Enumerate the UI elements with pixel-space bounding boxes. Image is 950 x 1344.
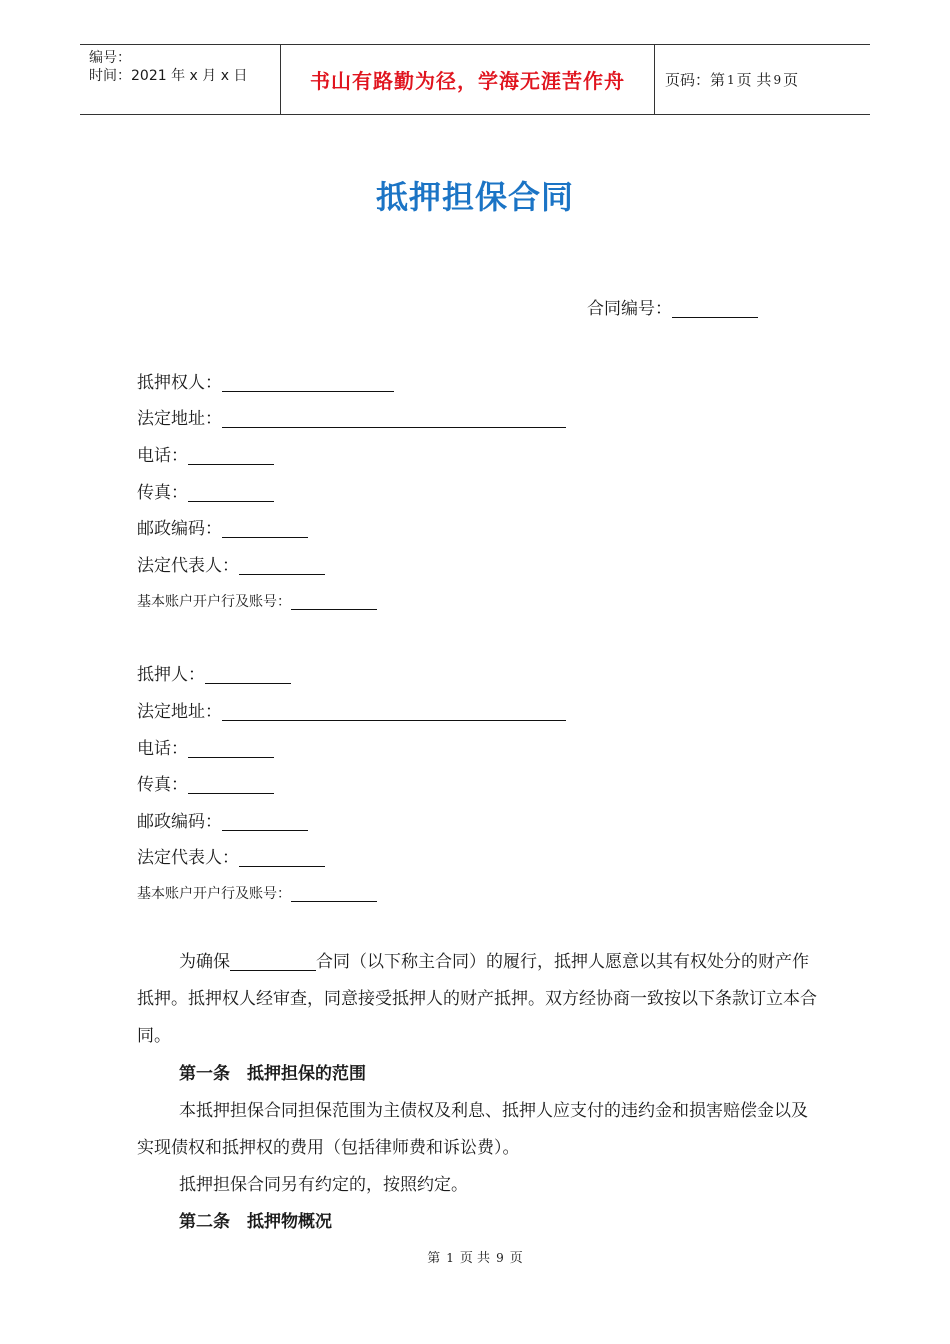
footer-current: 1: [446, 1251, 454, 1265]
intro-paragraph: [137, 944, 817, 1055]
mortgagee-bank-label: 基本账户开户行及账号：: [137, 594, 291, 610]
mortgagee-name-row: [137, 368, 394, 393]
mortgagor-bank-label: 基本账户开户行及账号：: [137, 886, 291, 902]
mortgagor-fax-label: 传真：: [137, 775, 188, 795]
mortgagor-fax-row: [137, 770, 274, 795]
mortgagee-fax-blank[interactable]: [188, 483, 274, 502]
contract-number-row: [587, 294, 758, 319]
header-meta: [80, 45, 281, 114]
mortgagor-rep-blank[interactable]: [239, 848, 325, 867]
mortgagor-address-blank[interactable]: [222, 702, 566, 721]
mortgagee-rep-label: 法定代表人：: [137, 556, 239, 576]
mortgagee-name-blank[interactable]: [222, 373, 394, 392]
mortgagor-rep-label: 法定代表人：: [137, 848, 239, 868]
mortgagor-name-blank[interactable]: [205, 665, 291, 684]
article1-para2: 抵押担保合同另有约定的，按照约定。: [179, 1175, 468, 1195]
mortgagee-address-label: 法定地址：: [137, 409, 222, 429]
page-mid: 页 共: [736, 71, 772, 89]
mortgagee-phone-row: [137, 441, 274, 466]
mortgagor-address-label: 法定地址：: [137, 702, 222, 722]
mortgagor-phone-row: [137, 734, 274, 759]
intro-part2: 合同（以下称主合同）的履行，抵押人愿意以其有权处分的财产作抵押。抵押权人经审查，同意接受抵押人的财产抵押。双方经协商一致按以下条款订立本合同。: [137, 952, 817, 1046]
serial-label: 编号：: [89, 50, 131, 66]
page-prefix: 页码：第: [665, 71, 726, 89]
mortgagee-address-row: [137, 404, 566, 429]
mortgagor-bank-blank[interactable]: [291, 883, 377, 902]
page-total: 9: [773, 72, 782, 87]
mortgagee-rep-blank[interactable]: [239, 556, 325, 575]
mortgagee-postcode-row: [137, 514, 308, 539]
mortgagee-phone-blank[interactable]: [188, 446, 274, 465]
mortgagee-fax-label: 传真：: [137, 483, 188, 503]
footer-prefix: 第: [427, 1251, 441, 1266]
mortgagee-phone-label: 电话：: [137, 446, 188, 466]
mortgagor-phone-label: 电话：: [137, 739, 188, 759]
footer-total: 9: [496, 1251, 504, 1265]
mortgagee-bank-blank[interactable]: [291, 591, 377, 610]
mortgagor-phone-blank[interactable]: [188, 739, 274, 758]
footer-suffix: 页: [509, 1251, 523, 1266]
contract-number-blank[interactable]: [672, 299, 758, 318]
mortgagor-address-row: [137, 697, 566, 722]
mortgagor-rep-row: [137, 843, 325, 868]
page-footer: [0, 1247, 950, 1266]
footer-mid: 页 共: [459, 1251, 491, 1266]
page-current: 1: [727, 72, 735, 87]
page-suffix: 页: [783, 71, 799, 89]
time-label: 时间：2021 年 x 月 x 日: [89, 68, 248, 84]
contract-number-label: 合同编号：: [587, 299, 672, 319]
mortgagee-address-blank[interactable]: [222, 409, 566, 428]
article1-para1: 本抵押担保合同担保范围为主债权及利息、抵押人应支付的违约金和损害赔偿金以及实现债权和抵押权的费用（包括律师费和诉讼费）。: [137, 1101, 808, 1158]
mortgagor-name-label: 抵押人：: [137, 665, 205, 685]
mortgagor-postcode-label: 邮政编码：: [137, 812, 222, 832]
article2-heading: 第二条 抵押物概况: [179, 1212, 332, 1232]
page-header: [80, 44, 870, 115]
mortgagor-postcode-blank[interactable]: [222, 812, 308, 831]
mortgagor-bank-row: [137, 883, 377, 903]
mortgagee-postcode-label: 邮政编码：: [137, 519, 222, 539]
mortgagor-name-row: [137, 660, 291, 685]
header-motto: 书山有路勤为径，学海无涯苦作舟: [281, 45, 655, 114]
main-contract-blank[interactable]: [230, 952, 316, 971]
mortgagee-name-label: 抵押权人：: [137, 373, 222, 393]
intro-part1: 为确保: [179, 952, 230, 972]
mortgagee-fax-row: [137, 478, 274, 503]
document-title: 抵押担保合同: [375, 178, 574, 216]
header-page-info: [655, 45, 870, 114]
mortgagee-rep-row: [137, 551, 325, 576]
mortgagee-bank-row: [137, 591, 377, 611]
mortgagor-postcode-row: [137, 807, 308, 832]
mortgagee-postcode-blank[interactable]: [222, 519, 308, 538]
article1-heading: 第一条 抵押担保的范围: [179, 1064, 366, 1084]
mortgagor-fax-blank[interactable]: [188, 775, 274, 794]
